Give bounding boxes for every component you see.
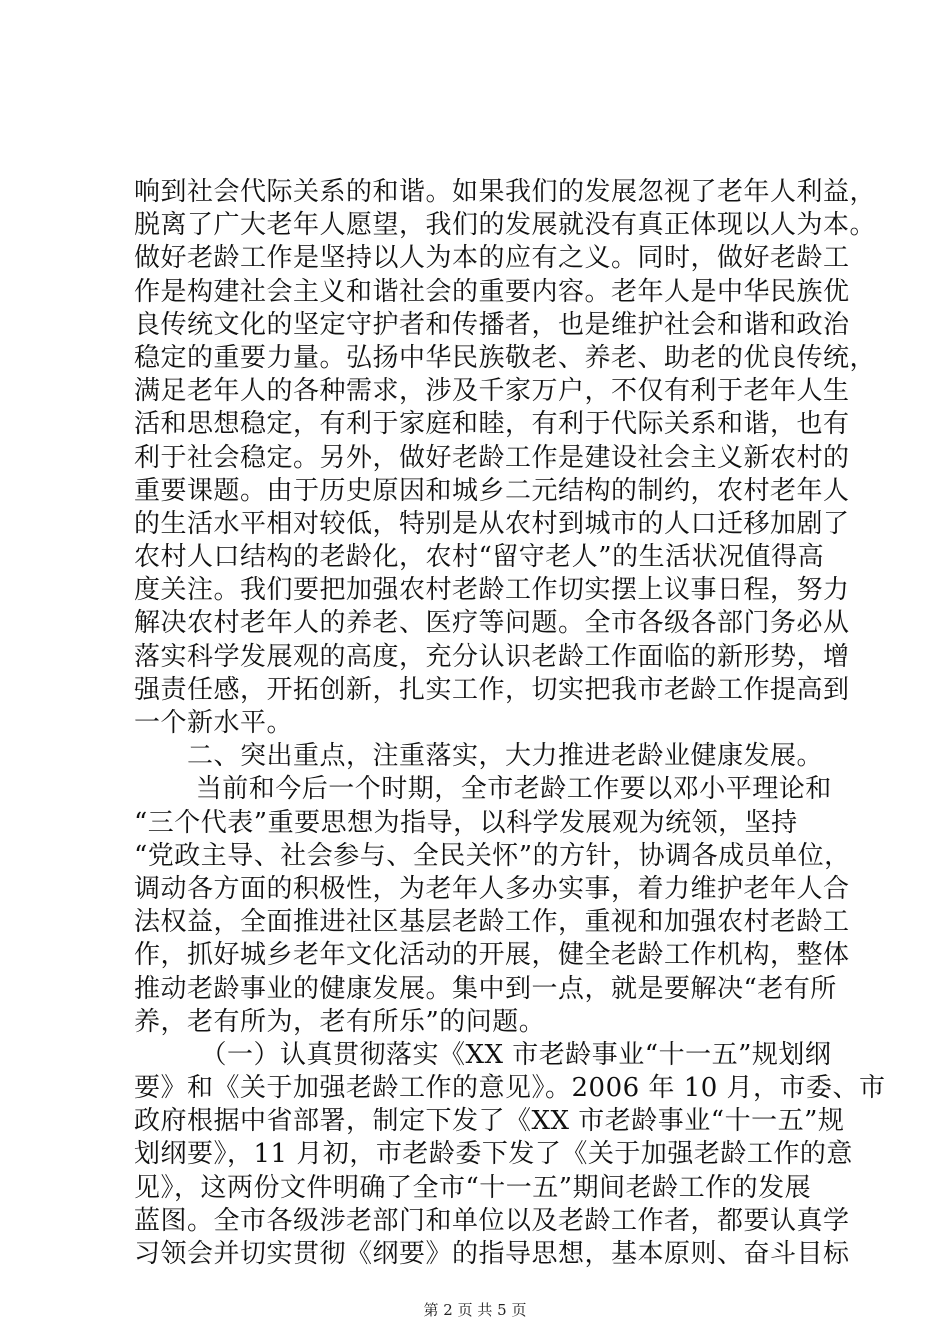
- text-line: 蓝图。全市各级涉老部门和单位以及老龄工作者，都要认真学: [134, 1205, 850, 1236]
- page-footer: [0, 1300, 950, 1320]
- document-body: [134, 176, 886, 1271]
- text-line: 养，老有所为，老有所乐”的问题。: [134, 1006, 546, 1037]
- section-heading: 二、突出重点，注重落实，大力推进老龄业健康发展。: [134, 741, 824, 772]
- text-line: 作，抓好城乡老年文化活动的开展，健全老龄工作机构，整体: [134, 940, 850, 971]
- text-line: 当前和今后一个时期，全市老龄工作要以邓小平理论和: [134, 774, 832, 805]
- text-line: 度关注。我们要把加强农村老龄工作切实摆上议事日程，努力: [134, 575, 850, 606]
- text-line: 农村人口结构的老龄化，农村“留守老人”的生活状况值得高: [134, 542, 825, 573]
- text-line: 调动各方面的积极性，为老年人多办实事，着力维护老年人合: [134, 873, 850, 904]
- text-line: 习领会并切实贯彻《纲要》的指导思想，基本原则、奋斗目标: [134, 1239, 850, 1269]
- text-line: 解决农村老年人的养老、医疗等问题。全市各级各部门务必从: [134, 608, 850, 639]
- text-line: 稳定的重要力量。弘扬中华民族敬老、养老、助老的优良传统，: [134, 342, 877, 373]
- text-line: 做好老龄工作是坚持以人为本的应有之义。同时，做好老龄工: [134, 243, 850, 274]
- text-line: 落实科学发展观的高度，充分认识老龄工作面临的新形势，增: [134, 641, 850, 672]
- text-line: 划纲要》，11 月初，市老龄委下发了《关于加强老龄工作的意: [134, 1139, 853, 1170]
- text-line: 要》和《关于加强老龄工作的意见》。2006 年 10 月，市委、市: [134, 1073, 886, 1104]
- page-indicator: 第 2 页 共 5 页: [423, 1301, 527, 1319]
- subsection-heading-line: （一）认真贯彻落实《XX 市老龄事业“十一五”规划纲: [134, 1039, 832, 1070]
- text-line: 脱离了广大老年人愿望，我们的发展就没有真正体现以人为本。: [134, 210, 877, 241]
- text-line: 一个新水平。: [134, 708, 294, 738]
- text-line: 的生活水平相对较低，特别是从农村到城市的人口迁移加剧了: [134, 508, 850, 539]
- text-line: 强责任感，开拓创新，扎实工作，切实把我市老龄工作提高到: [134, 674, 850, 705]
- text-line: 重要课题。由于历史原因和城乡二元结构的制约，农村老年人: [134, 475, 850, 506]
- text-line: 法权益，全面推进社区基层老龄工作，重视和加强农村老龄工: [134, 907, 850, 938]
- text-line: 政府根据中省部署，制定下发了《XX 市老龄事业“十一五”规: [134, 1106, 845, 1137]
- text-line: 推动老龄事业的健康发展。集中到一点，就是要解决“老有所: [134, 973, 837, 1004]
- text-line: 利于社会稳定。另外，做好老龄工作是建设社会主义新农村的: [134, 442, 850, 473]
- text-line: 良传统文化的坚定守护者和传播者，也是维护社会和谐和政治: [134, 309, 850, 340]
- text-line: “党政主导、社会参与、全民关怀”的方针，协调各成员单位，: [134, 840, 851, 871]
- text-line: 活和思想稳定，有利于家庭和睦，有利于代际关系和谐，也有: [134, 409, 850, 440]
- text-line: 作是构建社会主义和谐社会的重要内容。老年人是中华民族优: [134, 276, 850, 307]
- text-line: 响到社会代际关系的和谐。如果我们的发展忽视了老年人利益，: [134, 177, 877, 207]
- text-line: 满足老年人的各种需求，涉及千家万户，不仅有利于老年人生: [134, 376, 850, 407]
- text-line: 见》，这两份文件明确了全市“十一五”期间老龄工作的发展: [134, 1172, 812, 1203]
- text-line: “三个代表”重要思想为指导，以科学发展观为统领，坚持: [134, 807, 798, 838]
